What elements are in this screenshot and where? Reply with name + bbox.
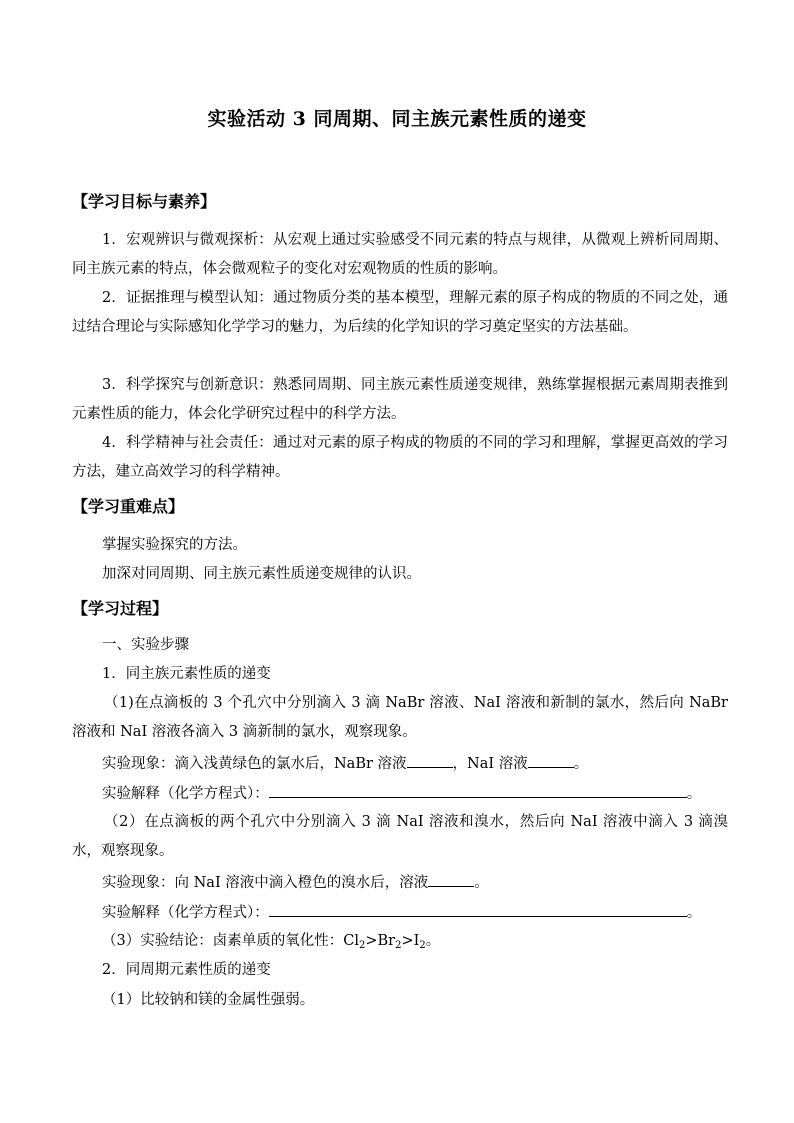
subscript-i2: 2 <box>419 940 426 951</box>
section-heading-objectives: 【学习目标与素养】 <box>72 192 217 211</box>
step-title: 一、实验步骤 <box>102 637 189 653</box>
explanation-2-end: 。 <box>686 905 702 921</box>
subsection-title-1: 1．同主族元素性质的递变 <box>102 666 271 682</box>
objective-item-1: 1．宏观辨识与微观探析：从宏观上通过实验感受不同元素的特点与规律，从微观上辨析同周期、同主族元素的特点，体会微观粒子的变化对宏观物质的性质的影响。 <box>72 232 728 277</box>
observation-1 <box>102 753 588 774</box>
answer-blank-nabr[interactable] <box>407 753 453 768</box>
explanation-1-end: 。 <box>686 786 702 802</box>
objective-item-3: 3．科学探究与创新意识：熟悉同周期、同主族元素性质递变规律，熟练掌握根据元素周期表推到元素性质的能力，体会化学研究过程中的科学方法。 <box>72 377 728 422</box>
experiment-2-description: （2）在点滴板的两个孔穴中分别滴入 3 滴 NaI 溶液和溴水，然后向 NaI 溶液中滴入 3 滴溴水，观察现象。 <box>72 814 728 859</box>
conclusion-text-a: （3）实验结论：卤素单质的氧化性：Cl <box>102 933 359 949</box>
conclusion-text-c: >I <box>401 933 420 949</box>
subsection-2-item-1: （1）比较钠和镁的金属性强弱。 <box>102 992 315 1008</box>
answer-blank-equation-2[interactable] <box>269 902 687 917</box>
explanation-1-label: 实验解释（化学方程式）： <box>102 786 269 802</box>
subsection-title-2: 2．同周期元素性质的递变 <box>102 962 271 978</box>
observation-1-end: 。 <box>573 756 589 772</box>
experiment-1-description: （1)在点滴板的 3 个孔穴中分别滴入 3 滴 NaBr 溶液、NaI 溶液和新制的氯水，然后向 NaBr 溶液和 NaI 溶液各滴入 3 滴新制的氯水，观察现象。 <box>72 695 728 740</box>
explanation-2 <box>102 902 701 923</box>
explanation-1 <box>102 783 701 804</box>
observation-2 <box>102 872 489 893</box>
conclusion <box>102 931 440 956</box>
observation-2-text: 实验现象：向 NaI 溶液中滴入橙色的溴水后，溶液 <box>102 875 429 891</box>
key-point-2: 加深对同周期、同主族元素性质递变规律的认识。 <box>102 566 421 582</box>
section-heading-key-points: 【学习重难点】 <box>72 497 185 516</box>
answer-blank-equation-1[interactable] <box>269 783 687 798</box>
key-point-1: 掌握实验探究的方法。 <box>102 537 247 553</box>
answer-blank-nai[interactable] <box>528 753 574 768</box>
document-title: 实验活动 3 同周期、同主族元素性质的递变 <box>207 108 587 130</box>
answer-blank-color[interactable] <box>428 872 474 887</box>
subscript-br2: 2 <box>395 940 402 951</box>
subscript-cl2: 2 <box>358 940 366 951</box>
observation-1-text-b: ，NaI 溶液 <box>452 756 528 772</box>
observation-1-text-a: 实验现象：滴入浅黄绿色的氯水后，NaBr 溶液 <box>102 756 407 772</box>
conclusion-end: 。 <box>425 933 441 949</box>
objective-item-2: 2．证据推理与模型认知：通过物质分类的基本模型，理解元素的原子构成的物质的不同之处，通过结合理论与实际感知化学学习的魅力，为后续的化学知识的学习奠定坚实的方法基础。 <box>72 290 728 335</box>
objective-item-4: 4．科学精神与社会责任：通过对元素的原子构成的物质的不同的学习和理解，掌握更高效的学习方法，建立高效学习的科学精神。 <box>72 435 728 480</box>
explanation-2-label: 实验解释（化学方程式）： <box>102 905 269 921</box>
section-heading-process: 【学习过程】 <box>72 599 169 618</box>
conclusion-text-b: >Br <box>365 933 396 949</box>
observation-2-end: 。 <box>474 875 489 891</box>
